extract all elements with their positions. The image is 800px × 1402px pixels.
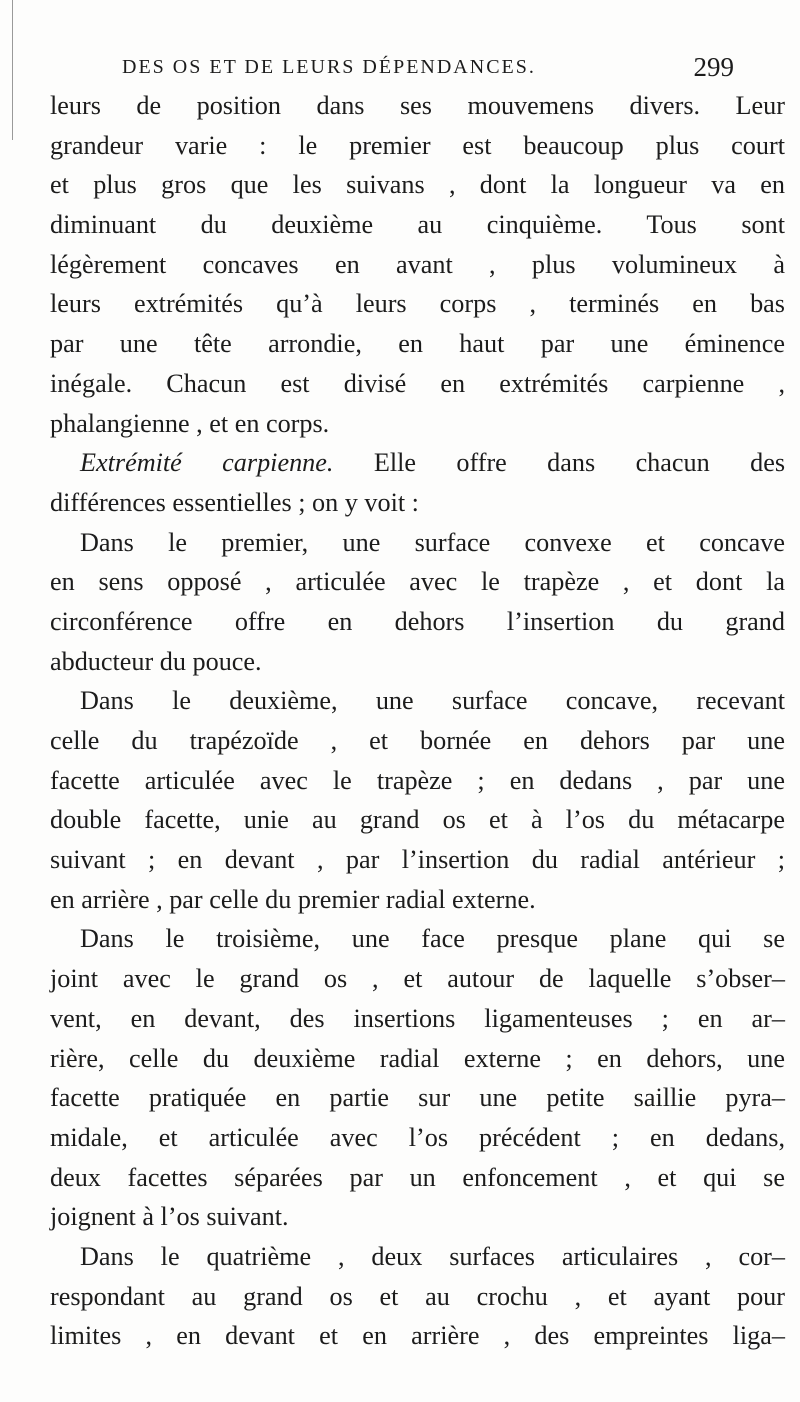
text-line [50, 721, 785, 761]
text-line [50, 324, 785, 364]
running-head: DES OS ET DE LEURS DÉPENDANCES. [122, 56, 536, 78]
text-line [50, 999, 785, 1039]
body-text [50, 86, 785, 1356]
line-text: limites , en devant et en arrière , des empreintes liga– [50, 1321, 785, 1351]
text-line [50, 364, 785, 404]
text-line [50, 1237, 785, 1277]
line-text: joint avec le grand os , et autour de laquelle s’obser– [50, 964, 785, 994]
text-line [50, 1316, 785, 1356]
text-line [50, 562, 785, 602]
text-line [50, 959, 785, 999]
line-text: leurs extrémités qu’à leurs corps , terminés en bas [50, 289, 785, 319]
line-text: Dans le troisième, une face presque plane qui se [80, 924, 785, 954]
text-line [50, 165, 785, 205]
text-line [50, 523, 785, 563]
page-header [122, 52, 734, 88]
text-line [50, 1078, 785, 1118]
text-line [50, 602, 785, 642]
line-text: respondant au grand os et au crochu , et ayant pour [50, 1281, 785, 1311]
text-line [50, 126, 785, 166]
text-line [50, 205, 785, 245]
line-text: grandeur varie : le premier est beaucoup plus court [50, 130, 785, 160]
text-line [50, 761, 785, 801]
line-text: midale, et articulée avec l’os précédent ; en dedans, [50, 1122, 785, 1152]
line-text: en arrière , par celle du premier radial externe. [50, 884, 536, 914]
line-text: différences essentielles ; on y voit : [50, 487, 419, 517]
line-text: facette articulée avec le trapèze ; en dedans , par une [50, 765, 785, 795]
text-line [50, 86, 785, 126]
line-text: diminuant du deuxième au cinquième. Tous sont [50, 210, 785, 240]
line-text: inégale. Chacun est divisé en extrémités carpienne , [50, 368, 785, 398]
line-text: joignent à l’os suivant. [50, 1202, 289, 1232]
line-text: Dans le quatrième , deux surfaces articulaires , cor– [80, 1241, 785, 1271]
line-text: circonférence offre en dehors l’insertion du grand [50, 606, 785, 636]
text-line [50, 840, 785, 880]
text-line [50, 642, 785, 682]
text-line [50, 1197, 785, 1237]
line-text: Dans le deuxième, une surface concave, recevant [80, 686, 785, 716]
text-line [50, 1158, 785, 1198]
text-line [50, 1277, 785, 1317]
text-line [50, 681, 785, 721]
text-line [50, 919, 785, 959]
text-line [50, 1118, 785, 1158]
text-line [50, 483, 785, 523]
line-text: Elle offre dans chacun des [333, 448, 786, 478]
italic-heading: Extrémité carpienne. [80, 448, 334, 478]
line-text: en sens opposé , articulée avec le trapèze , et dont la [50, 567, 785, 597]
text-line [50, 284, 785, 324]
line-text: celle du trapézoïde , et bornée en dehors par une [50, 726, 785, 755]
line-text: phalangienne , et en corps. [50, 408, 330, 438]
text-line [50, 245, 785, 285]
line-text: suivant ; en devant , par l’insertion du radial antérieur ; [50, 845, 785, 875]
line-text: Dans le premier, une surface convexe et concave [80, 527, 785, 557]
line-text: abducteur du pouce. [50, 646, 262, 676]
text-line [50, 800, 785, 840]
line-text: et plus gros que les suivans , dont la longueur va en [50, 170, 785, 200]
line-text: légèrement concaves en avant , plus volumineux à [50, 249, 785, 279]
text-line [50, 1039, 785, 1079]
line-text: double facette, unie au grand os et à l’os du métacarpe [50, 805, 785, 835]
text-line [50, 404, 785, 444]
line-text: par une tête arrondie, en haut par une éminence [50, 329, 785, 359]
line-text: rière, celle du deuxième radial externe ; en dehors, une [50, 1043, 785, 1073]
line-text: leurs de position dans ses mouvemens divers. Leur [50, 91, 785, 120]
line-text: deux facettes séparées par un enfoncement , et qui se [50, 1162, 785, 1192]
text-line [50, 443, 785, 483]
page-edge-line [12, 0, 13, 140]
page-number: 299 [693, 52, 734, 82]
line-text: vent, en devant, des insertions ligamenteuses ; en ar– [50, 1003, 785, 1033]
line-text: facette pratiquée en partie sur une petite saillie pyra– [50, 1083, 785, 1113]
text-line [50, 880, 785, 920]
